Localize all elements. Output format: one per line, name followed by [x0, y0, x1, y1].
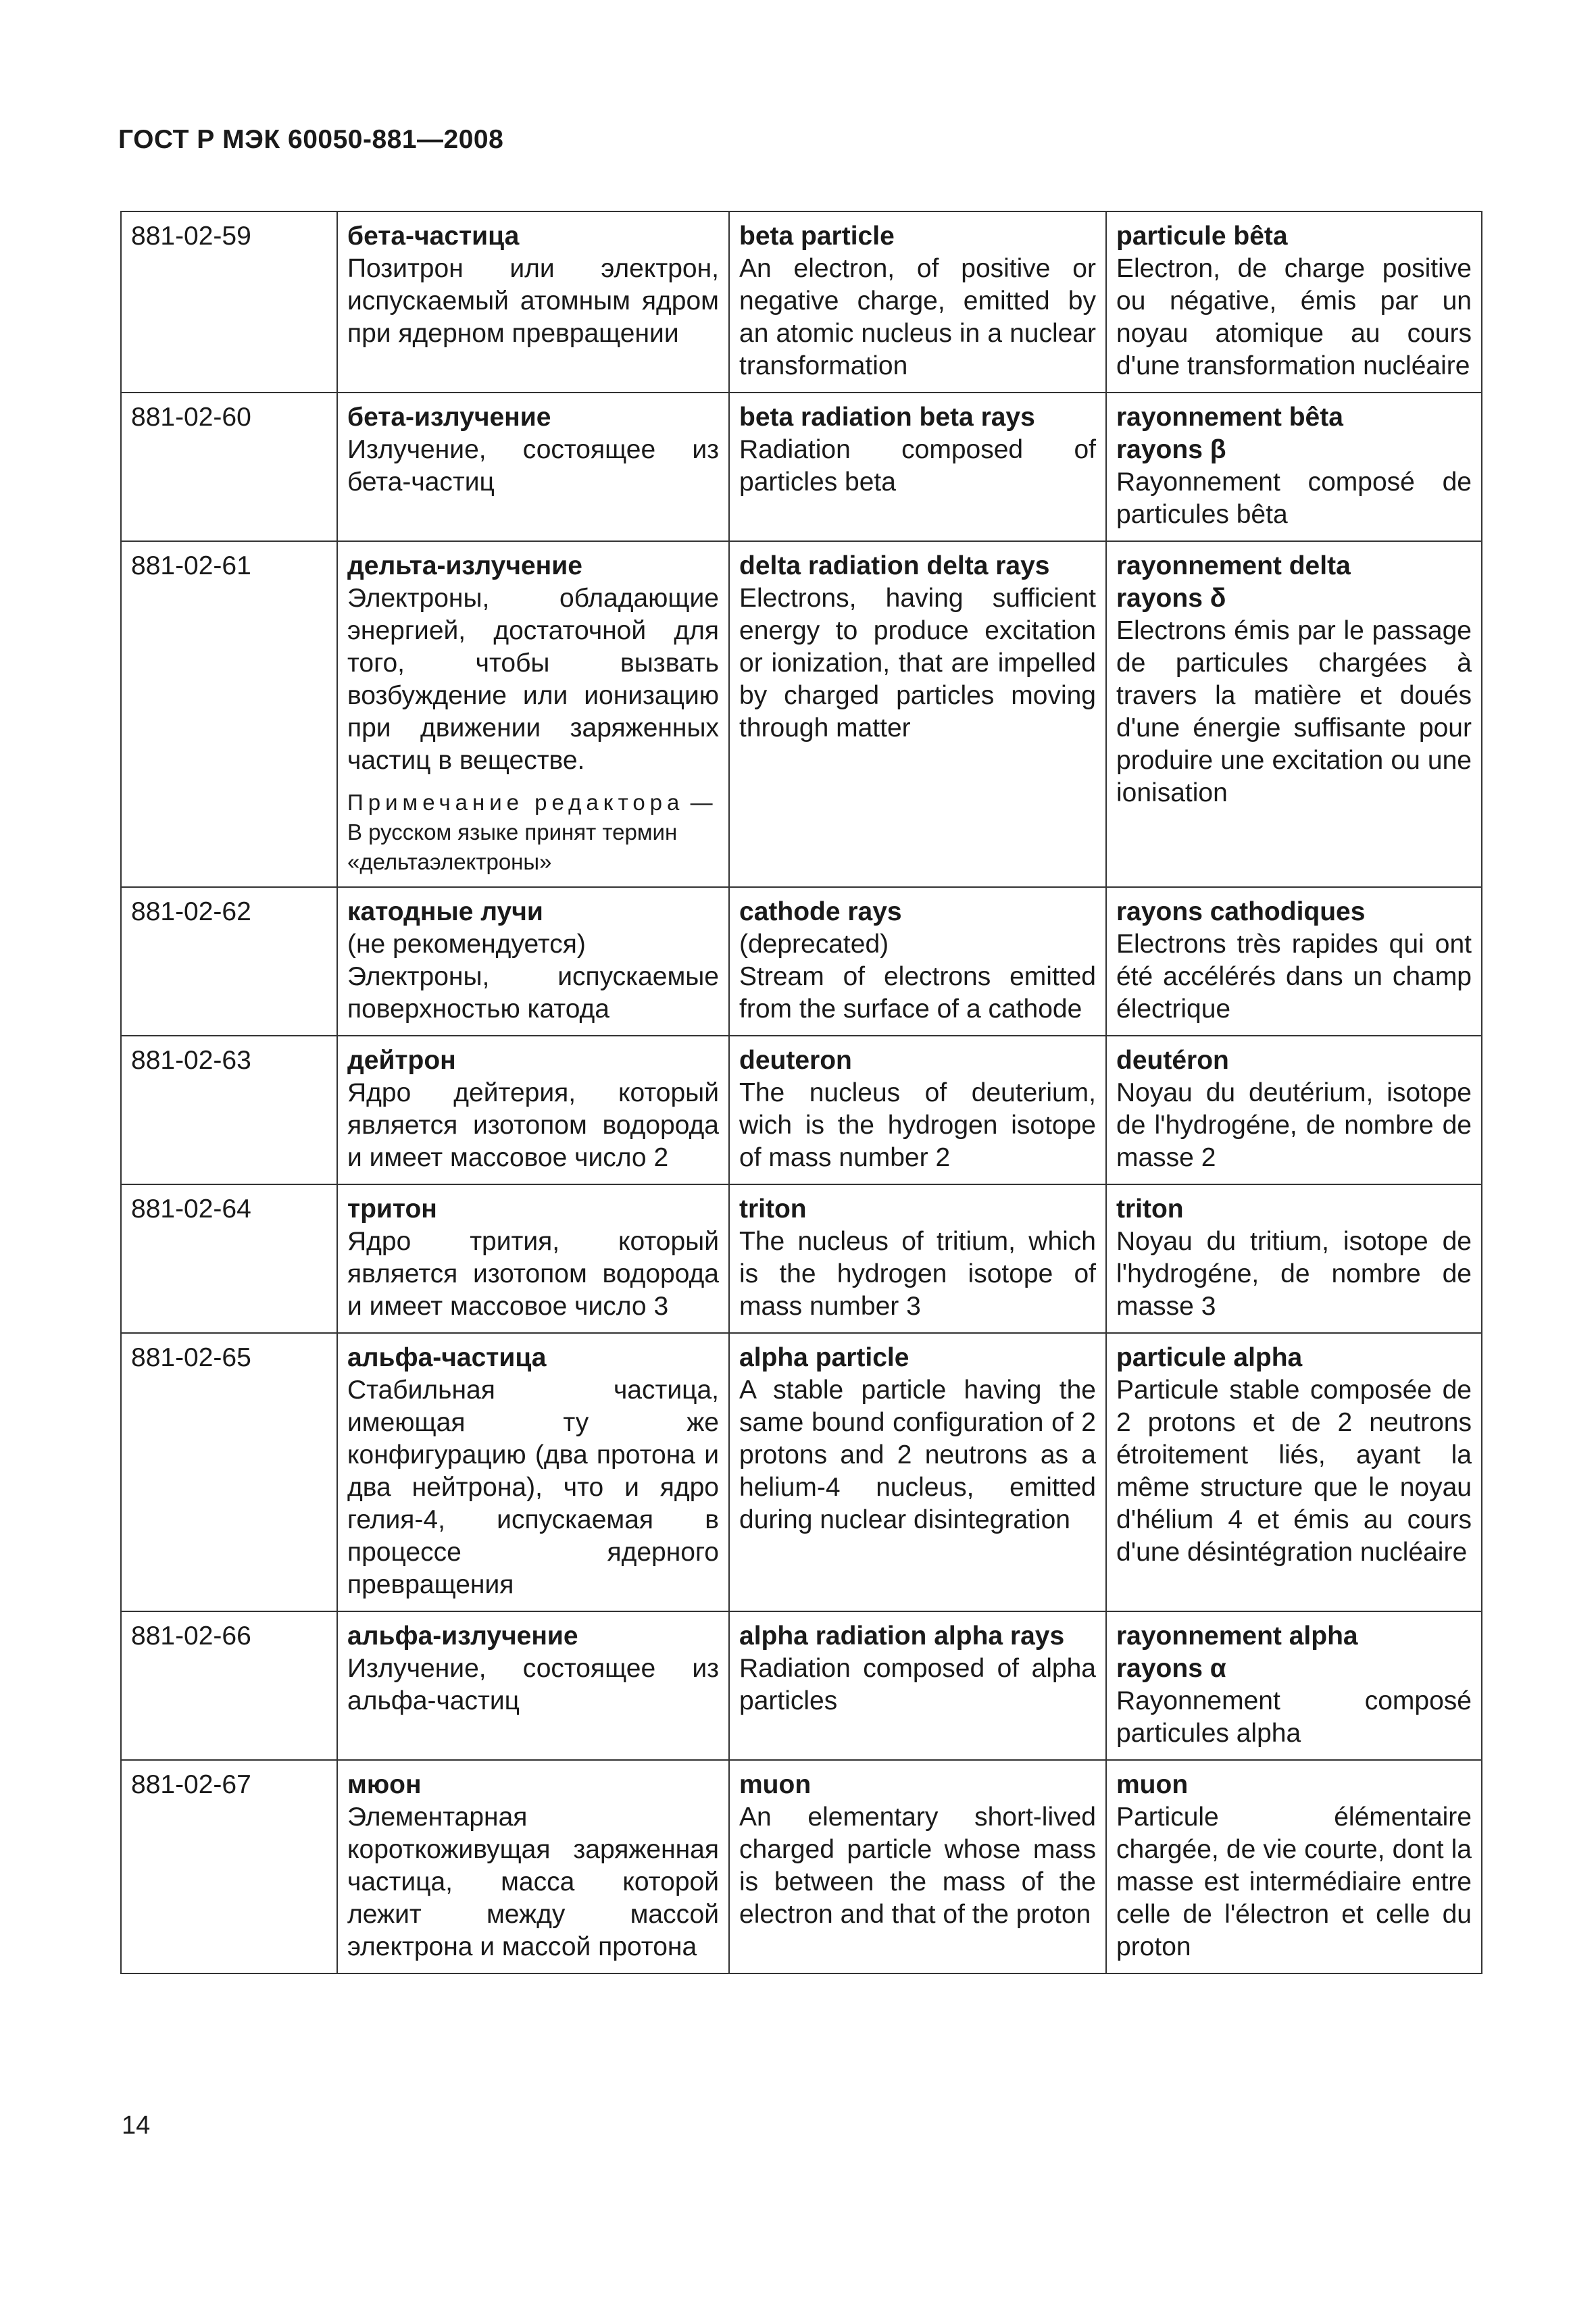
cell-fr	[1106, 211, 1482, 393]
note-label: Примечание редактора	[347, 790, 684, 815]
definition-fr: Electron, de charge positive ou négative, émis par un noyau atomique au cours d'une transformation nucléaire	[1116, 254, 1472, 380]
cell-ru	[337, 1333, 729, 1611]
table-row	[121, 1611, 1482, 1760]
cell-en	[729, 1184, 1106, 1333]
entry-number: 881-02-63	[121, 1036, 337, 1184]
cell-ru	[337, 393, 729, 541]
cell-en	[729, 211, 1106, 393]
term-en: beta radiation beta rays	[739, 403, 1035, 432]
definition-fr: Electrons très rapides qui ont été accélérés dans un champ électrique	[1116, 930, 1472, 1024]
table-row	[121, 1184, 1482, 1333]
cell-en	[729, 541, 1106, 887]
term-ru: мюон	[347, 1770, 422, 1799]
cell-fr	[1106, 1036, 1482, 1184]
terms-table	[120, 211, 1482, 1974]
cell-fr	[1106, 1760, 1482, 1973]
table-row	[121, 393, 1482, 541]
definition-ru: Ядро трития, который является изотопом водорода и имеет массовое число 3	[347, 1227, 719, 1321]
cell-ru	[337, 1760, 729, 1973]
cell-en	[729, 393, 1106, 541]
entry-number: 881-02-59	[121, 211, 337, 393]
definition-fr: Particule élémentaire chargée, de vie courte, dont la masse est intermédiaire entre celle de l'électron et celle du proton	[1116, 1803, 1472, 1961]
definition-fr: Rayonnement composé particules alpha	[1116, 1686, 1472, 1748]
cell-en	[729, 1333, 1106, 1611]
cell-fr	[1106, 541, 1482, 887]
definition-en: The nucleus of tritium, which is the hydrogen isotope of mass number 3	[739, 1227, 1096, 1321]
entry-number: 881-02-60	[121, 393, 337, 541]
term-ru: альфа-частица	[347, 1343, 547, 1372]
entry-number: 881-02-66	[121, 1611, 337, 1760]
definition-en: An elementary short-lived charged particle whose mass is between the mass of the electron and that of the proton	[739, 1803, 1096, 1929]
page-number: 14	[122, 2111, 151, 2140]
cell-en	[729, 1760, 1106, 1973]
term-ru: бета-излучение	[347, 403, 551, 432]
definition-ru: Стабильная частица, имеющая ту же конфигурацию (два протона и два нейтрона), что и ядро гелия-4, испускаемая в процессе ядерного превращения	[347, 1376, 719, 1599]
cell-ru	[337, 541, 729, 887]
term-fr: deutéron	[1116, 1046, 1229, 1075]
definition-fr: Noyau du deutérium, isotope de l'hydrogéne, de nombre de masse 2	[1116, 1078, 1472, 1172]
definition-ru: Излучение, состоящее из альфа-частиц	[347, 1654, 719, 1715]
term-en: cathode rays	[739, 897, 902, 926]
editor-note	[347, 788, 719, 877]
definition-en: The nucleus of deuterium, wich is the hydrogen isotope of mass number 2	[739, 1078, 1096, 1172]
definition-ru: Элементарная короткоживущая заряженная частица, масса которой лежит между массой электрона и массой протона	[347, 1803, 719, 1961]
cell-fr	[1106, 1333, 1482, 1611]
entry-number: 881-02-62	[121, 887, 337, 1036]
definition-en: Stream of electrons emitted from the surface of a cathode	[739, 962, 1096, 1024]
term-en: muon	[739, 1770, 812, 1799]
term-en: triton	[739, 1194, 807, 1224]
cell-ru	[337, 1184, 729, 1333]
term-ru: альфа-излучение	[347, 1621, 578, 1651]
definition-ru: Ядро дейтерия, который является изотопом водорода и имеет массовое число 2	[347, 1078, 719, 1172]
definition-fr: Particule stable composée de 2 protons et de 2 neutrons étroitement liés, ayant la même structure que le noyau d'hélium 4 et émis au cours d'une désintégration nucléaire	[1116, 1376, 1472, 1567]
cell-ru	[337, 211, 729, 393]
definition-fr: Rayonnement composé de particules bêta	[1116, 468, 1472, 529]
term-fr: triton	[1116, 1194, 1184, 1224]
cell-ru	[337, 887, 729, 1036]
definition-en: An electron, of positive or negative charge, emitted by an atomic nucleus in a nuclear transformation	[739, 254, 1096, 380]
entry-number: 881-02-67	[121, 1760, 337, 1973]
term-ru: тритон	[347, 1194, 437, 1224]
term-fr-synonym: rayons β	[1116, 435, 1226, 464]
term-fr-synonym: rayons δ	[1116, 584, 1226, 613]
term-fr: rayons cathodiques	[1116, 897, 1366, 926]
definition-ru: Электроны, обладающие энергией, достаточной для того, чтобы вызвать возбуждение или ионизацию при движении заряженных частиц в веществе.	[347, 584, 719, 775]
definition-en: Electrons, having sufficient energy to produce excitation or ionization, that are impelled by charged particles moving through matter	[739, 584, 1096, 743]
term-fr-synonym: rayons α	[1116, 1654, 1226, 1683]
term-en: beta particle	[739, 222, 895, 251]
document-header: ГОСТ Р МЭК 60050-881—2008	[118, 125, 504, 154]
cell-fr	[1106, 887, 1482, 1036]
cell-fr	[1106, 393, 1482, 541]
term-en: alpha particle	[739, 1343, 909, 1372]
cell-en	[729, 1611, 1106, 1760]
entry-number: 881-02-65	[121, 1333, 337, 1611]
term-fr: particule alpha	[1116, 1343, 1303, 1372]
entry-number: 881-02-61	[121, 541, 337, 887]
cell-fr	[1106, 1611, 1482, 1760]
definition-ru: Излучение, состоящее из бета-частиц	[347, 435, 719, 497]
cell-en	[729, 887, 1106, 1036]
deprecated-en: (deprecated)	[739, 930, 889, 959]
note-text: — В русском языке принят термин «дельтаэлектроны»	[347, 790, 713, 874]
cell-ru	[337, 1611, 729, 1760]
table-row	[121, 1036, 1482, 1184]
term-en: deuteron	[739, 1046, 852, 1075]
table-row	[121, 1333, 1482, 1611]
term-fr: rayonnement bêta	[1116, 403, 1343, 432]
term-fr: particule bêta	[1116, 222, 1288, 251]
term-ru: бета-частица	[347, 222, 520, 251]
term-fr: rayonnement alpha	[1116, 1621, 1358, 1651]
term-en: delta radiation delta rays	[739, 551, 1050, 580]
definition-en: Radiation composed of particles beta	[739, 435, 1096, 497]
term-ru: дельта-излучение	[347, 551, 582, 580]
cell-ru	[337, 1036, 729, 1184]
definition-ru: Позитрон или электрон, испускаемый атомным ядром при ядерном превращении	[347, 254, 719, 348]
cell-en	[729, 1036, 1106, 1184]
definition-en: A stable particle having the same bound configuration of 2 protons and 2 neutrons as a helium-4 nucleus, emitted during nuclear disintegration	[739, 1376, 1096, 1534]
term-fr: rayonnement delta	[1116, 551, 1351, 580]
definition-ru: Электроны, испускаемые поверхностью катода	[347, 962, 719, 1024]
term-fr: muon	[1116, 1770, 1189, 1799]
term-ru: дейтрон	[347, 1046, 456, 1075]
table-row	[121, 211, 1482, 393]
table-row	[121, 1760, 1482, 1973]
table-row	[121, 541, 1482, 887]
term-ru: катодные лучи	[347, 897, 543, 926]
definition-fr: Noyau du tritium, isotope de l'hydrogéne, de nombre de masse 3	[1116, 1227, 1472, 1321]
cell-fr	[1106, 1184, 1482, 1333]
deprecated-ru: (не рекомендуется)	[347, 930, 586, 959]
definition-fr: Electrons émis par le passage de particules chargées à travers la matière et doués d'une énergie suffisante pour produire une excitation ou une ionisation	[1116, 616, 1472, 807]
definition-en: Radiation composed of alpha particles	[739, 1654, 1096, 1715]
entry-number: 881-02-64	[121, 1184, 337, 1333]
table-row	[121, 887, 1482, 1036]
term-en: alpha radiation alpha rays	[739, 1621, 1065, 1651]
